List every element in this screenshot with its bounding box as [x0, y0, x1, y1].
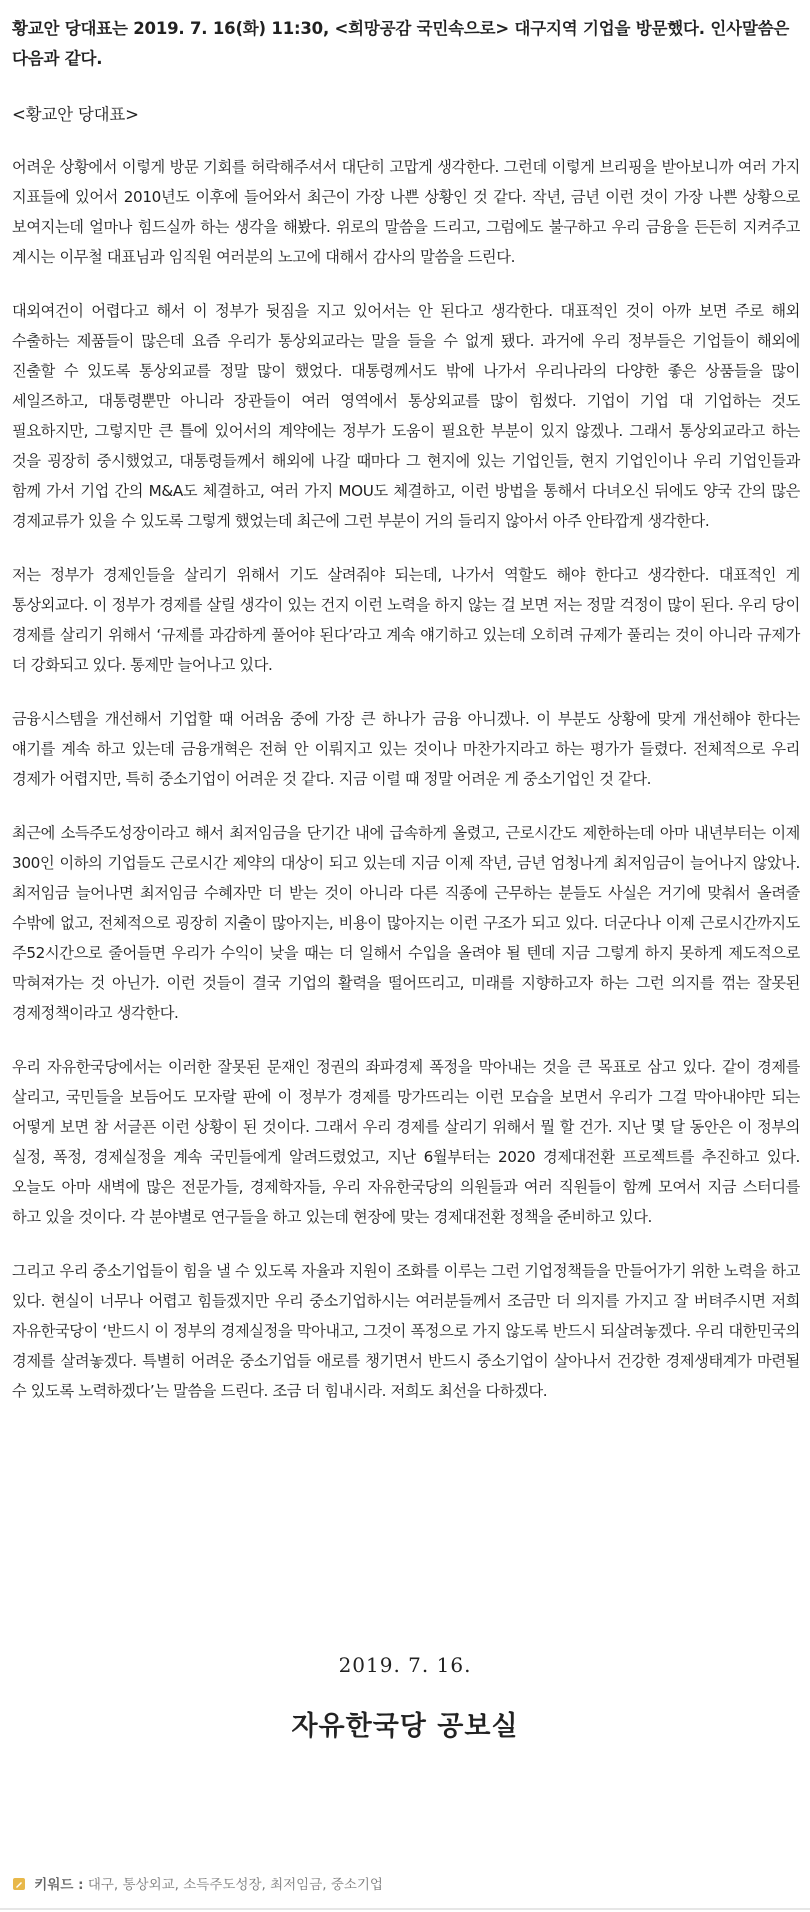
speech-paragraph: 우리 자유한국당에서는 이러한 잘못된 문재인 정권의 좌파경제 폭정을 막아내는 것을 큰 목표로 삼고 있다. 같이 경제를 살리고, 국민들을 보듬어도 모자랄 판에 이 정부가 경제를 망가뜨리는 이런 모습을 보면서 우리가 그걸 막아내야만 되는 어떻게 보면 참 서글픈 이런 상황이 된 것이다. 그래서 우리 경제를 살리기 위해서 뭘 할 건가. 지난 몇 달 동안은 이 정부의 실정, 폭정, 경제실정을 계속 국민들에게 알려드렸었고, 지난 6월부터는 2020 경제대전환 프로젝트를 추진하고 있다. 오늘도 아마 새벽에 많은 전문가들, 경제학자들, 우리 자유한국당의 의원들과 여러 직원들이 함께 모여서 지금 스터디를 하고 있을 것이다. 각 분야별로 연구들을 하고 있는데 현장에 맞는 경제대전환 정책을 준비하고 있다.: [12, 1058, 800, 1226]
speech-paragraph: 그리고 우리 중소기업들이 힘을 낼 수 있도록 자율과 지원이 조화를 이루는 그런 기업정책들을 만들어가기 위한 노력을 하고 있다. 현실이 너무나 어렵고 힘들겠지만 우리 중소기업하시는 여러분들께서 조금만 더 의지를 가지고 잘 버텨주시면 저희 자유한국당이 ‘반드시 이 정부의 경제실정을 막아내고, 그것이 폭정으로 가지 않도록 반드시 되살려놓겠다. 우리 대한민국의 경제를 살려놓겠다. 특별히 어려운 중소기업들 애로를 챙기면서 반드시 중소기업이 살아나서 건강한 경제생태계가 마련될 수 있도록 노력하겠다’는 말씀을 드린다. 조금 더 힘내시라. 저희도 최선을 다하겠다.: [12, 1262, 800, 1400]
intro-text: 황교안 당대표는 2019. 7. 16(화) 11:30, <희망공감 국민속으로> 대구지역 기업을 방문했다. 인사말씀은 다음과 같다.: [12, 19, 790, 68]
release-date: 2019. 7. 16.: [338, 1653, 472, 1677]
divider: [0, 1908, 810, 1910]
speech-paragraph: 최근에 소득주도성장이라고 해서 최저임금을 단기간 내에 급속하게 올렸고, 근로시간도 제한하는데 아마 내년부터는 이제 300인 이하의 기업들도 근로시간 제약의 대상이 되고 있는데 지금 이제 작년, 금년 엄청나게 최저임금이 늘어나지 않았나. 최저임금 늘어나면 최저임금 수혜자만 더 받는 것이 아니라 다른 직종에 근무하는 분들도 사실은 거기에 맞춰서 올려줄 수밖에 없고, 전체적으로 굉장히 지출이 많아지는, 비용이 많아지는 이런 구조가 되고 있다. 더군다나 이제 근로시간까지도 주52시간으로 줄어들면 우리가 수익이 낮을 때는 더 일해서 수입을 올려야 될 텐데 지금 그렇게 하지 못하게 제도적으로 막혀져가는 것 아닌가. 이런 것들이 결국 기업의 활력을 떨어뜨리고, 미래를 지향하고자 하는 그런 의지를 꺾는 잘못된 경제정책이라고 생각한다.: [12, 824, 800, 1022]
speech-paragraph: 대외여건이 어렵다고 해서 이 정부가 뒷짐을 지고 있어서는 안 된다고 생각한다. 대표적인 것이 아까 보면 주로 해외 수출하는 제품들이 많은데 요즘 우리가 통상외교라는 말을 들을 수 없게 됐다. 과거에 우리 정부들은 기업들이 해외에 진출할 수 있도록 통상외교를 정말 많이 했었다. 대통령께서도 밖에 나가서 우리나라의 다양한 좋은 상품들을 많이 세일즈하고, 대통령뿐만 아니라 장관들이 여러 영역에서 통상외교를 많이 힘썼다. 기업이 기업 대 기업하는 것도 필요하지만, 그렇지만 큰 틀에 있어서의 계약에는 정부가 도움이 필요한 부분이 있지 않겠나. 그래서 통상외교라고 하는 것을 굉장히 중시했었고, 대통령들께서 해외에 나갈 때마다 그 현지에 있는 기업인들, 현지 기업인이나 우리 기업인들과 함께 가서 기업 간의 M&A도 체결하고, 여러 가지 MOU도 체결하고, 이런 방법을 통해서 다녀오신 뒤에도 양국 간의 많은 경제교류가 있을 수 있도록 그렇게 했었는데 최근에 그런 부분이 거의 들리지 않아서 아주 안타깝게 생각한다.: [12, 302, 800, 530]
speech-paragraph: 금융시스템을 개선해서 기업할 때 어려움 중에 가장 큰 하나가 금융 아니겠나. 이 부분도 상황에 맞게 개선해야 한다는 얘기를 계속 하고 있는데 금융개혁은 전혀 안 이뤄지고 있는 것이나 마찬가지라고 하는 평가가 들렸다. 전체적으로 우리 경제가 어렵지만, 특히 중소기업이 어려운 것 같다. 지금 이럴 때 정말 어려운 게 중소기업인 것 같다.: [12, 710, 800, 788]
keywords-label: 키워드 :: [34, 1877, 84, 1893]
speech-body: [12, 152, 800, 1406]
speech-paragraph: 어려운 상황에서 이렇게 방문 기회를 허락해주셔서 대단히 고맙게 생각한다. 그런데 이렇게 브리핑을 받아보니까 여러 가지 지표들에 있어서 2010년도 이후에 들어와서 최근이 가장 나쁜 상황인 것 같다. 작년, 금년 이런 것이 가장 나쁜 상황으로 보여지는데 얼마나 힘드실까 하는 생각을 해봤다. 위로의 말씀을 드리고, 그럼에도 불구하고 우리 금융을 든든히 지켜주고 계시는 이무철 대표님과 임직원 여러분의 노고에 대해서 감사의 말씀을 드린다.: [12, 158, 800, 266]
issuing-office: 자유한국당 공보실: [291, 1711, 519, 1742]
keywords-bar: [12, 1873, 383, 1893]
press-release: [12, 0, 800, 1421]
pencil-icon: [12, 1877, 26, 1891]
keywords-list: 대구, 통상외교, 소득주도성장, 최저임금, 중소기업: [87, 1877, 383, 1893]
speaker-heading: <황교안 당대표>: [12, 105, 139, 124]
speech-paragraph: 저는 정부가 경제인들을 살리기 위해서 기도 살려줘야 되는데, 나가서 역할도 해야 한다고 생각한다. 대표적인 게 통상외교다. 이 정부가 경제를 살릴 생각이 있는 건지 이런 노력을 하지 않는 걸 보면 저는 정말 걱정이 많이 된다. 우리 당이 경제를 살리기 위해서 ‘규제를 과감하게 풀어야 된다’라고 계속 얘기하고 있는데 오히려 규제가 풀리는 것이 아니라 규제가 더 강화되고 있다. 통제만 늘어나고 있다.: [12, 566, 800, 674]
